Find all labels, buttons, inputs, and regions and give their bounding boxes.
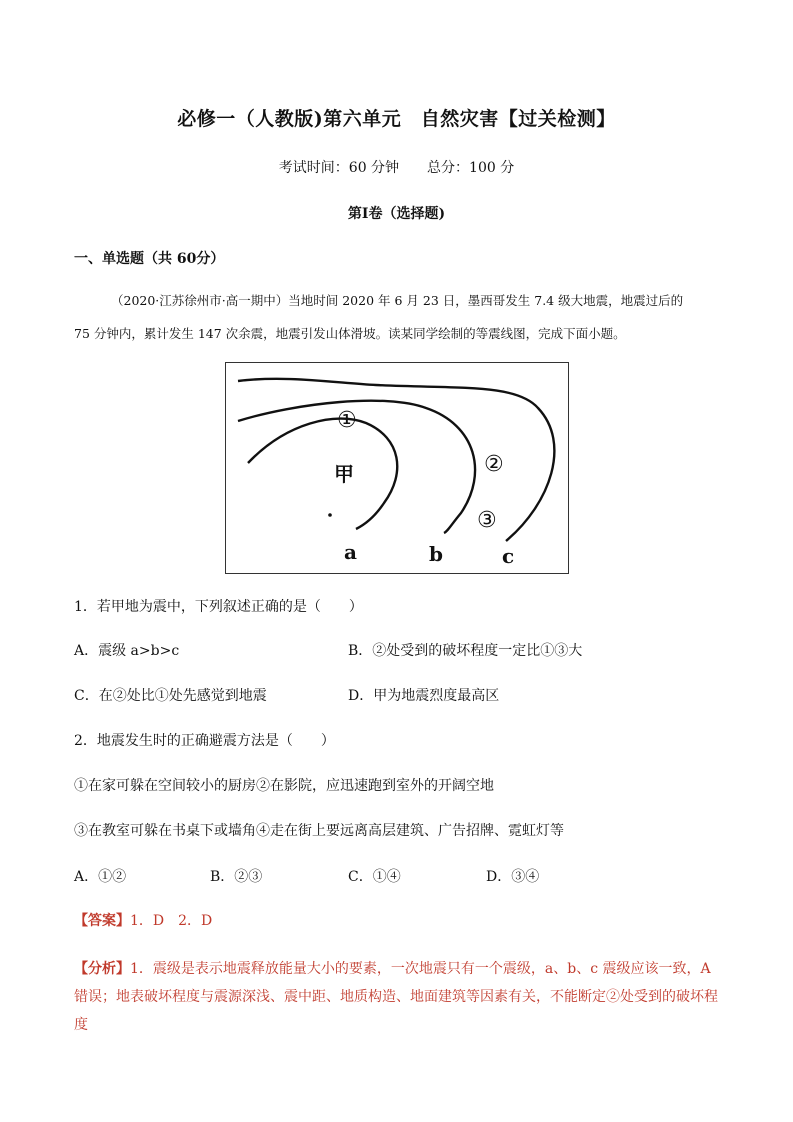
question-2-option-a: A．①② (74, 869, 127, 885)
question-1-option-d: D．甲为地震烈度最高区 (348, 688, 500, 704)
question-2-option-b: B．②③ (210, 869, 263, 885)
question-1-option-c: C．在②处比①处先感觉到地震 (74, 688, 267, 704)
exam-info: 考试时间：60 分钟 总分：100 分 (278, 160, 515, 176)
answer-line (74, 910, 212, 930)
inner-isoseismal-line (248, 419, 397, 529)
question-2-line-1: ①在家可躲在空间较小的厨房②在影院，应迅速跑到室外的开阔空地 (74, 778, 494, 794)
isoseismal-figure (225, 362, 569, 574)
question-1-option-a: A．震级 a>b>c (74, 643, 180, 659)
label-a: a (344, 540, 357, 564)
label-circle-3: ③ (477, 508, 497, 533)
isoseismal-map (226, 363, 568, 573)
section-heading: 一、单选题（共 60分） (74, 251, 225, 267)
answer-text: 1．D 2．D (130, 913, 213, 929)
label-circle-1: ① (337, 408, 357, 433)
label-b: b (429, 542, 443, 566)
question-2-option-c: C．①④ (348, 869, 401, 885)
question-1-option-b: B．②处受到的破坏程度一定比①③大 (348, 643, 583, 659)
label-jia: 甲 (334, 462, 354, 486)
page-title: 必修一（人教版)第六单元 自然灾害【过关检测】 (177, 108, 616, 130)
question-2-stem: 2．地震发生时的正确避震方法是（ ） (74, 733, 335, 749)
analysis-block (74, 955, 724, 1039)
question-2-option-d: D．③④ (486, 869, 540, 885)
passage-line-1: （2020·江苏徐州市·高一期中）当地时间 2020 年 6 月 23 日，墨西哥发生 7.4 级大地震，地震过后的 (111, 293, 684, 308)
passage-line-2: 75 分钟内，累计发生 147 次余震，地震引发山体滑坡。读某同学绘制的等震线图，完成下面小题。 (74, 326, 626, 341)
label-c: c (502, 544, 515, 568)
question-2-line-2: ③在教室可躲在书桌下或墙角④走在街上要远离高层建筑、广告招牌、霓虹灯等 (74, 823, 564, 839)
epicenter-dot (328, 513, 332, 517)
analysis-text: 1．震级是表示地震释放能量大小的要素，一次地震只有一个震级，a、b、c 震级应该一致，A 错误；地表破坏程度与震源深浅、震中距、地质构造、地面建筑等因素有关，不能断定②处受到的破坏程度 (74, 961, 718, 1033)
question-1-stem: 1．若甲地为震中，下列叙述正确的是（ ） (74, 599, 363, 615)
answer-label: 【答案】 (74, 913, 130, 929)
volume-heading: 第Ⅰ卷（选择题) (347, 206, 446, 222)
label-circle-2: ② (484, 452, 504, 477)
analysis-label: 【分析】 (74, 961, 130, 977)
